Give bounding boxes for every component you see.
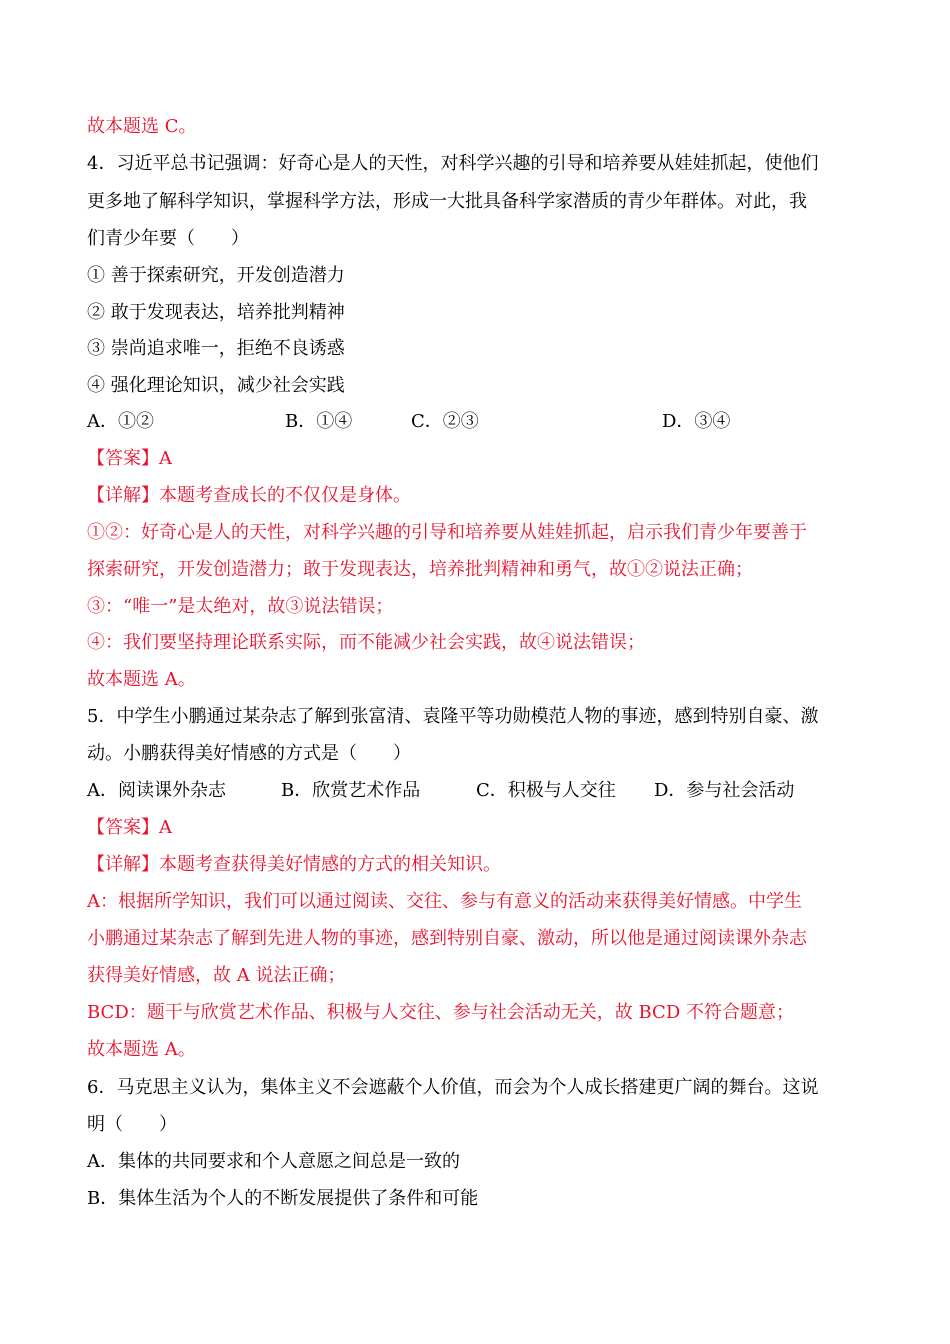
q5-detail-line-5: BCD：题干与欣赏艺术作品、积极与人交往、参与社会活动无关，故 BCD 不符合题意； [87, 1002, 794, 1023]
q4-detail-line-4: ③：“唯一”是太绝对，故③说法错误； [87, 596, 394, 617]
q5-detail-line-2: A：根据所学知识，我们可以通过阅读、交往、参与有意义的活动来获得美好情感。中学生 [87, 891, 802, 912]
q4-detail-line-3: 探索研究，开发创造潜力；敢于发现表达，培养批判精神和勇气，故①②说法正确； [87, 559, 753, 580]
q5-stem-line-1: 5．中学生小鹏通过某杂志了解到张富清、袁隆平等功勋模范人物的事迹，感到特别自豪、激 [87, 706, 819, 727]
q4-stem-line-1: 4．习近平总书记强调：好奇心是人的天性，对科学兴趣的引导和培养要从娃娃抓起，使他们 [87, 153, 819, 174]
q4-option-b: B．①④ [285, 411, 353, 432]
q4-item-4: ④ 强化理论知识，减少社会实践 [87, 375, 345, 396]
q4-option-a: A．①② [87, 411, 154, 432]
q4-conclusion: 故本题选 A。 [87, 669, 196, 690]
q5-option-b: B．欣赏艺术作品 [281, 780, 421, 801]
q4-item-2: ② 敢于发现表达，培养批判精神 [87, 302, 345, 323]
q5-answer: 【答案】A [87, 817, 172, 838]
q4-detail-line-2: ①②：好奇心是人的天性，对科学兴趣的引导和培养要从娃娃抓起，启示我们青少年要善于 [87, 522, 807, 543]
q5-detail-line-4: 获得美好情感，故 A 说法正确； [87, 965, 346, 986]
q5-stem-line-2: 动。小鹏获得美好情感的方式是（ ） [87, 743, 411, 764]
q5-option-c: C．积极与人交往 [476, 780, 616, 801]
q4-item-1: ① 善于探索研究，开发创造潜力 [87, 265, 345, 286]
q6-stem-line-1: 6．马克思主义认为，集体主义不会遮蔽个人价值，而会为个人成长搭建更广阔的舞台。这说 [87, 1077, 819, 1098]
q4-option-c: C．②③ [411, 411, 479, 432]
q4-detail-line-1: 【详解】本题考查成长的不仅仅是身体。 [87, 485, 411, 506]
q6-stem-line-2: 明（ ） [87, 1114, 177, 1135]
q5-option-a: A．阅读课外杂志 [87, 780, 226, 801]
q3-conclusion: 故本题选 C。 [87, 116, 197, 137]
q5-detail-line-3: 小鹏通过某杂志了解到先进人物的事迹，感到特别自豪、激动，所以他是通过阅读课外杂志 [87, 928, 807, 949]
q4-stem-line-2: 更多地了解科学知识，掌握科学方法，形成一大批具备科学家潜质的青少年群体。对此，我 [87, 191, 807, 212]
q5-detail-line-1: 【详解】本题考查获得美好情感的方式的相关知识。 [87, 854, 501, 875]
q4-answer: 【答案】A [87, 448, 172, 469]
q5-conclusion: 故本题选 A。 [87, 1039, 196, 1060]
q6-option-a: A．集体的共同要求和个人意愿之间总是一致的 [87, 1151, 460, 1172]
q4-stem-line-3: 们青少年要（ ） [87, 228, 249, 249]
q4-option-d: D．③④ [662, 411, 731, 432]
q6-option-b: B．集体生活为个人的不断发展提供了条件和可能 [87, 1188, 479, 1209]
q5-option-d: D．参与社会活动 [654, 780, 795, 801]
q4-detail-line-5: ④：我们要坚持理论联系实际，而不能减少社会实践，故④说法错误； [87, 632, 645, 653]
q4-item-3: ③ 崇尚追求唯一，拒绝不良诱惑 [87, 338, 345, 359]
